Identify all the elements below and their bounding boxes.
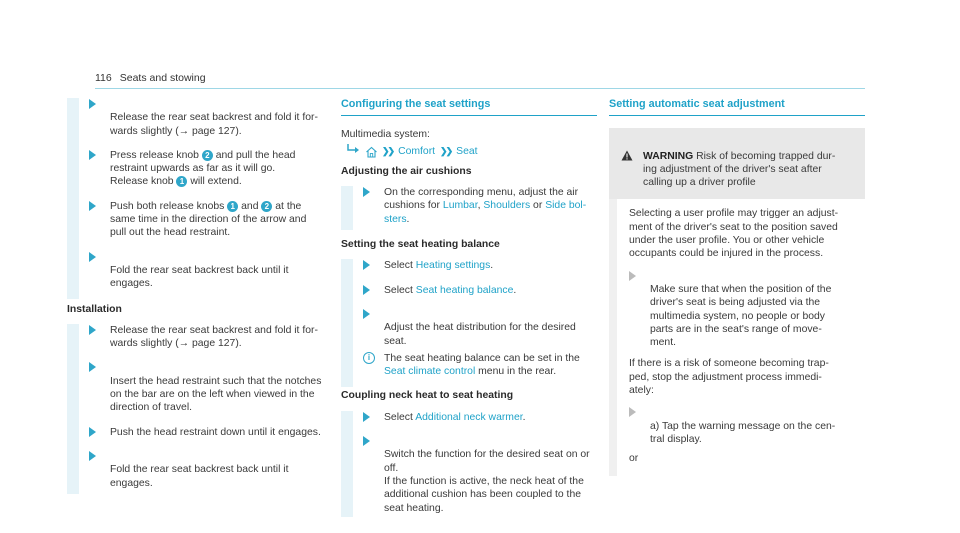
subheading-heat: Setting the seat heating balance xyxy=(341,239,500,251)
page-ref-arrow-icon: → xyxy=(178,125,192,137)
menu-item-comfort[interactable]: Comfort xyxy=(398,145,436,157)
arrow-bullet-icon xyxy=(89,150,96,160)
menu-item-seat[interactable]: Seat xyxy=(456,145,478,157)
arrow-bullet-icon xyxy=(89,201,96,211)
list-item: Switch the function for the desired seat on or off. If the function is active, the neck heat of the additional cushion has been coupled to the seat heating. xyxy=(363,435,597,517)
page-ref-arrow-icon: → xyxy=(178,338,192,350)
page-ref[interactable]: page 127 xyxy=(192,125,236,137)
installation-heading: Installation xyxy=(67,303,122,315)
header-rule xyxy=(95,88,865,89)
list-item: Make sure that when the position of the driver's seat is being adjusted via the multimedia system, no people or body parts are in the seat's range of move- ment. xyxy=(629,270,855,358)
link-seat-climate-control[interactable]: Seat climate control xyxy=(384,366,476,378)
column-left xyxy=(67,98,327,494)
knob-1-icon: 1 xyxy=(176,176,187,187)
knob-1-icon: 1 xyxy=(227,201,238,212)
info-note: i The seat heating balance can be set in the Seat climate control menu in the rear. xyxy=(363,352,597,388)
arrow-bullet-icon xyxy=(363,187,370,197)
list-item: On the corresponding menu, adjust the air cushions for Lumbar, Shoulders or Side bol- sters. xyxy=(363,186,597,230)
arrow-bullet-icon xyxy=(363,260,370,270)
arrow-bullet-icon xyxy=(89,362,96,372)
warning-triangle-icon xyxy=(621,136,633,165)
steps-air xyxy=(341,186,597,230)
arrow-bullet-icon xyxy=(89,99,96,109)
chevron-icon: ❯❯ xyxy=(440,145,452,156)
arrow-bullet-icon xyxy=(363,436,370,446)
warning-label: WARNING xyxy=(643,150,694,162)
list-item: Fold the rear seat backrest back until it engages. xyxy=(89,251,327,297)
warning-header: WARNING Risk of becoming trapped dur- ing adjustment of the driver's seat after calling up a driver profile xyxy=(609,128,865,199)
list-item: Push the head restraint down until it engages. xyxy=(89,426,327,450)
path-label: Multimedia system: xyxy=(341,129,430,141)
arrow-bullet-icon xyxy=(89,252,96,262)
arrow-bullet-icon xyxy=(363,285,370,295)
home-icon[interactable] xyxy=(365,146,377,157)
knob-2-icon: 2 xyxy=(261,201,272,212)
link-lumbar[interactable]: Lumbar xyxy=(442,200,478,212)
list-item: a) Tap the warning message on the cen- tral display. xyxy=(629,406,855,452)
link-seat-heating-balance[interactable]: Seat heating balance xyxy=(415,284,514,296)
link-side-bolsters[interactable]: Side bol- xyxy=(545,200,587,212)
arrow-bullet-icon xyxy=(89,451,96,461)
arrow-bullet-icon xyxy=(363,309,370,319)
list-item: Insert the head restraint such that the notches on the bar are on the left when viewed in the direction of travel. xyxy=(89,361,327,425)
steps-neck xyxy=(341,411,597,517)
steps-heat xyxy=(341,259,597,387)
arrow-bullet-icon xyxy=(89,325,96,335)
section-heading: Setting automatic seat adjustment xyxy=(609,98,865,116)
link-shoulders[interactable]: Shoulders xyxy=(483,200,531,212)
list-item: Select Seat heating balance. xyxy=(363,284,597,308)
page-header xyxy=(95,72,206,85)
page-number: 116 xyxy=(95,72,112,84)
list-item: Select Heating settings. xyxy=(363,259,597,283)
link-additional-neck-warmer[interactable]: Additional neck warmer xyxy=(415,411,523,423)
list-item: Select Additional neck warmer. xyxy=(363,411,597,435)
link-side-bolsters-cont[interactable]: sters xyxy=(384,213,407,225)
subheading-air: Adjusting the air cushions xyxy=(341,165,472,177)
knob-2-icon: 2 xyxy=(202,150,213,161)
arrow-bullet-icon xyxy=(629,271,636,281)
list-item: Fold the rear seat backrest back until it engages. xyxy=(89,450,327,494)
list-item: Release the rear seat backrest and fold it for- wards slightly (→ page 127). xyxy=(89,324,327,362)
section-title: Seats and stowing xyxy=(119,72,206,84)
warning-box xyxy=(609,128,865,475)
warning-body: Selecting a user profile may trigger an adjust- ment of the driver's seat to the position saved under the user profile. You or other vehicle occupants could be injured in the process. Make sure that when the position of the driver's seat is being adjusted via the multimedia system, no people or body parts are in the seat's range of move- ment. If there is a risk of someone becoming trap- ped, stop the adjustment process immedi- ately: a) Tap the warning message on the cen- tral display. or xyxy=(609,199,865,475)
column-right xyxy=(597,98,865,476)
steps-removal xyxy=(67,98,327,299)
arrow-bullet-icon xyxy=(629,407,636,417)
link-heating-settings[interactable]: Heating settings xyxy=(415,260,491,272)
section-heading: Configuring the seat settings xyxy=(341,98,597,116)
menu-path xyxy=(347,144,597,159)
steps-installation xyxy=(67,324,327,494)
chevron-icon: ❯❯ xyxy=(382,145,394,156)
arrow-bullet-icon xyxy=(363,412,370,422)
subheading-neck: Coupling neck heat to seat heating xyxy=(341,390,514,402)
page-ref[interactable]: page 127 xyxy=(192,338,236,350)
list-item: Release the rear seat backrest and fold it for- wards slightly (→ page 127). xyxy=(89,98,327,149)
list-item: Adjust the heat distribution for the desired seat. xyxy=(363,308,597,352)
arrow-bullet-icon xyxy=(89,427,96,437)
path-arrow-icon xyxy=(347,144,360,159)
column-middle xyxy=(327,98,597,517)
list-item: Push both release knobs 1 and 2 at the same time in the direction of the arrow and pull out the head restraint. xyxy=(89,200,327,251)
list-item: Press release knob 2 and pull the head restraint upwards as far as it will go. Release knob 1 will extend. xyxy=(89,149,327,200)
info-icon: i xyxy=(363,352,375,364)
